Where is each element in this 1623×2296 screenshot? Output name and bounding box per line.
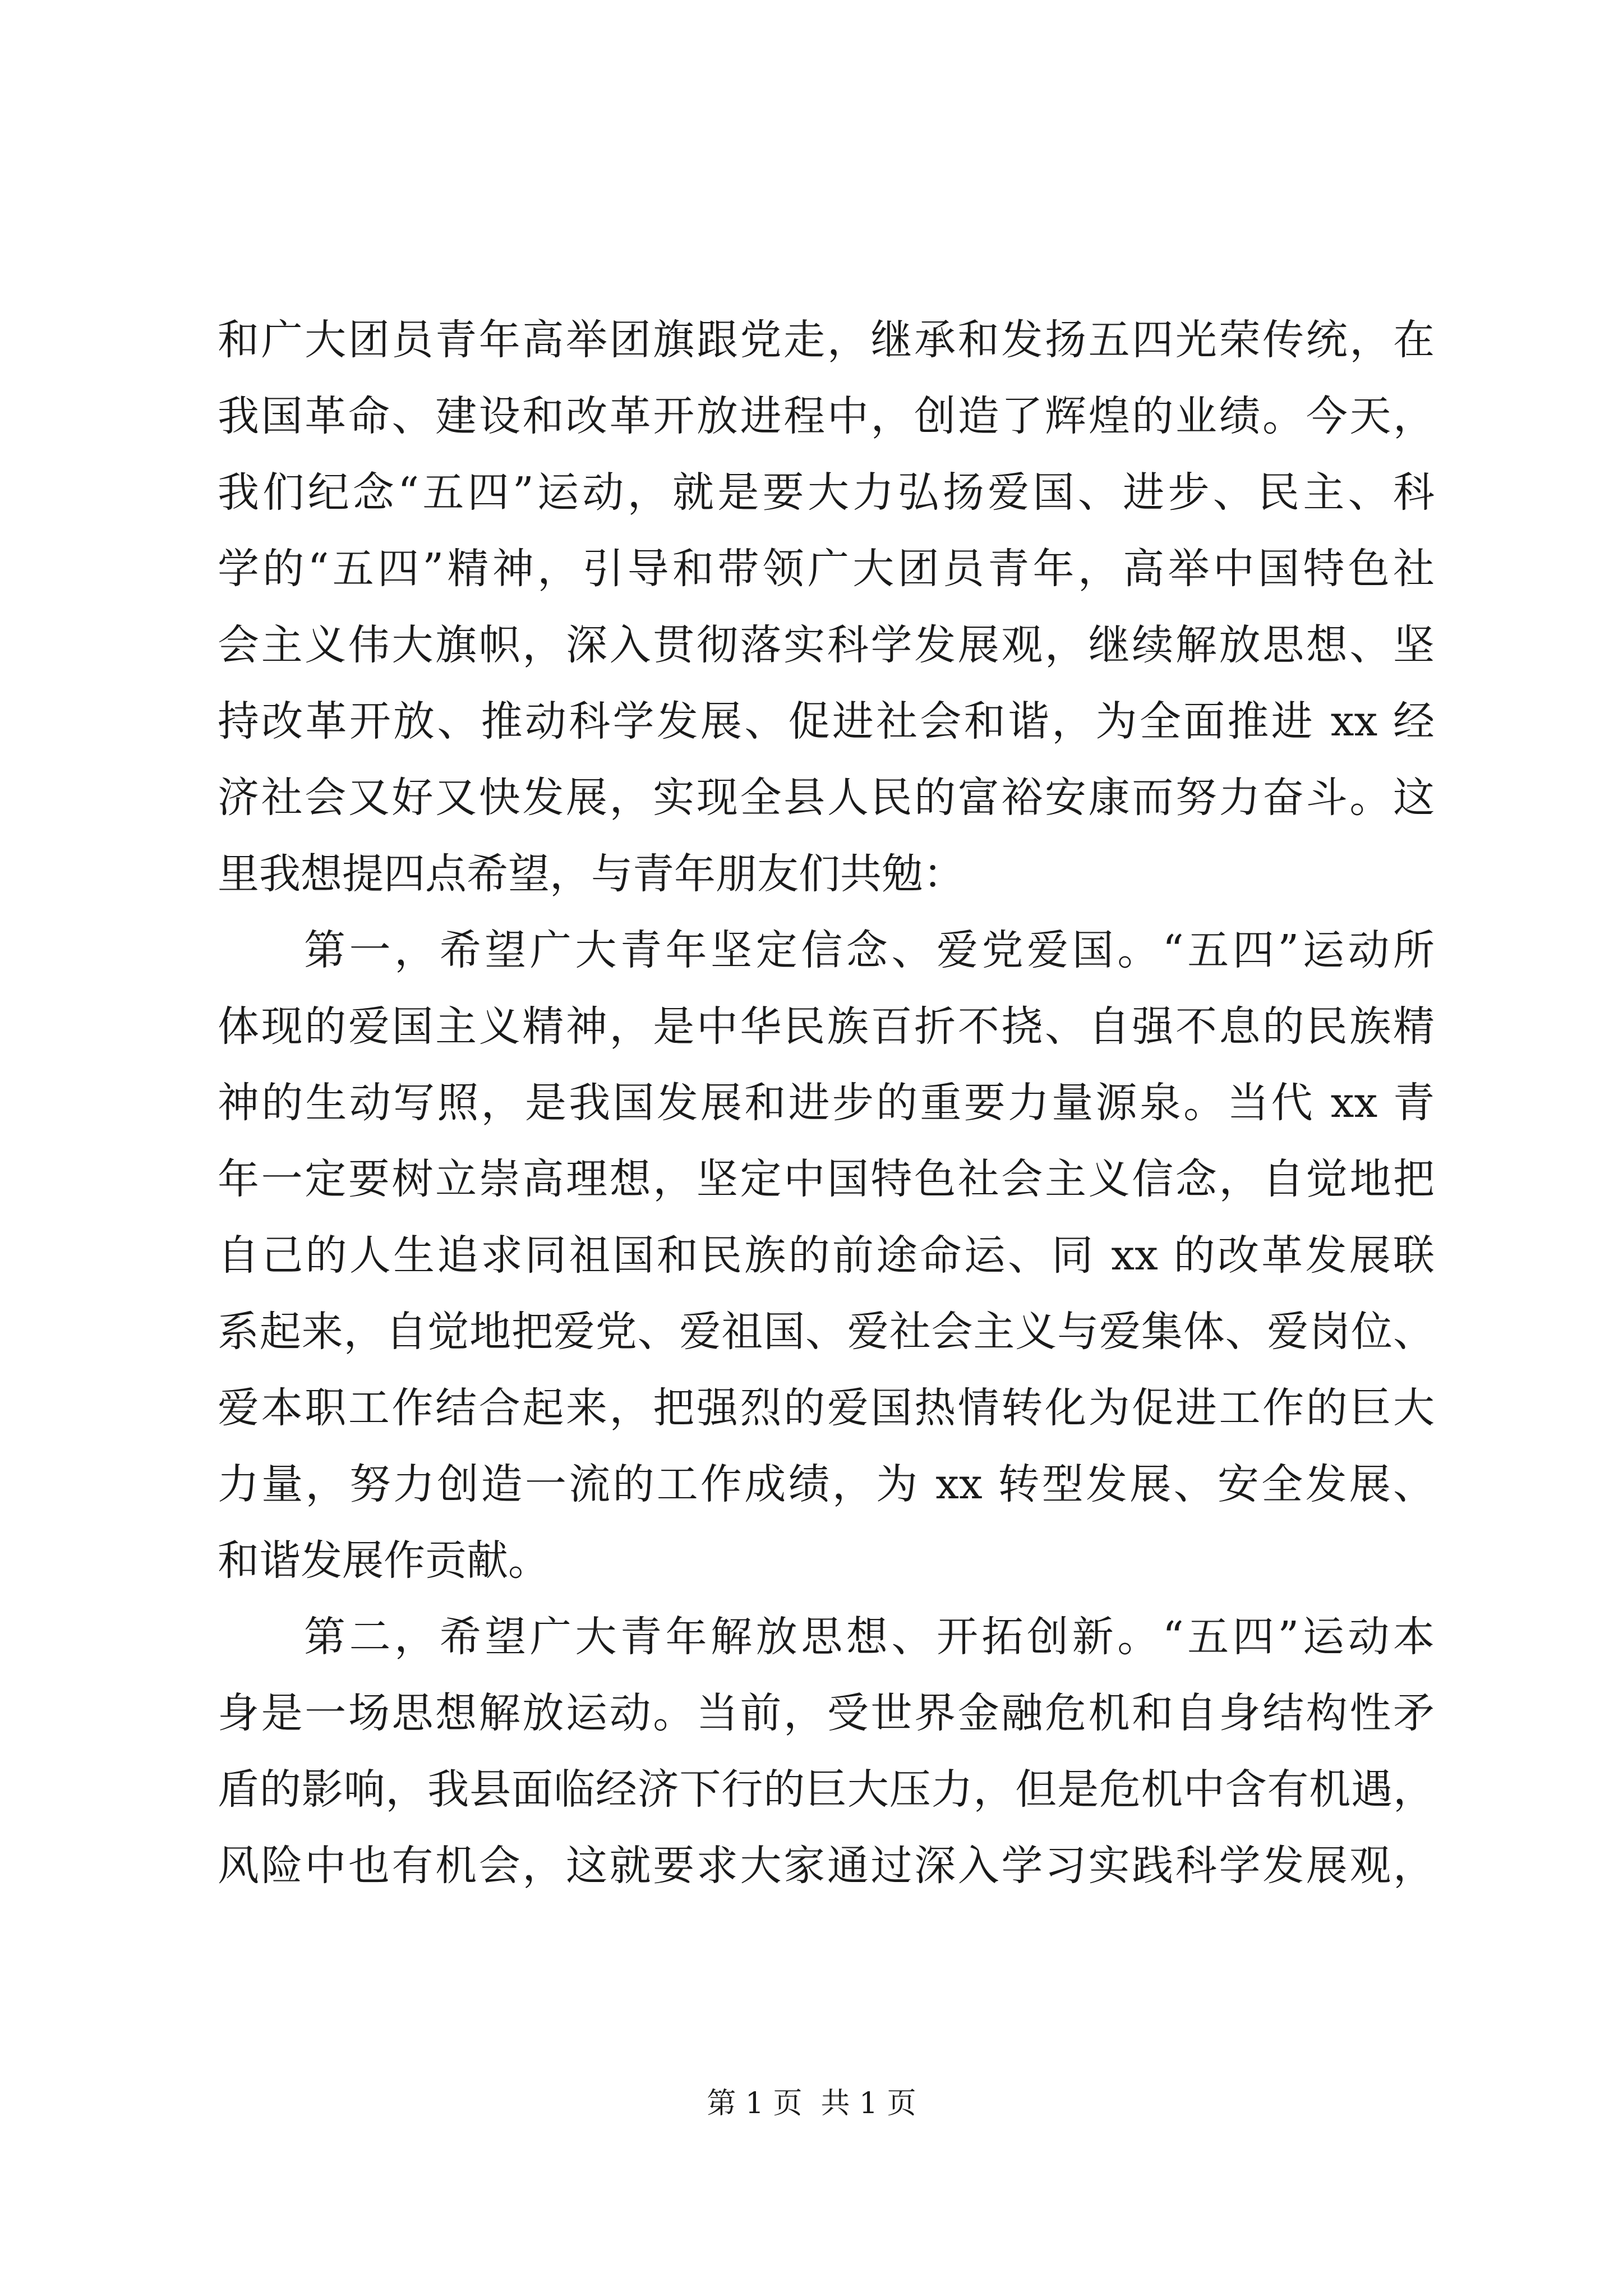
- text-line: 系起来，自觉地把爱党、爱祖国、爱社会主义与爱集体、爱岗位、: [218, 1308, 1435, 1356]
- text-line: 我们纪念“五四”运动，就是要大力弘扬爱国、进步、民主、科: [218, 468, 1435, 517]
- text-line: 会主义伟大旗帜，深入贯彻落实科学发展观，继续解放思想、坚: [218, 621, 1435, 669]
- text-line: 盾的影响，我县面临经济下行的巨大压力，但是危机中含有机遇，: [218, 1765, 1435, 1814]
- text-line: 济社会又好又快发展，实现全县人民的富裕安康而努力奋斗。这: [218, 774, 1435, 822]
- text-line: 力量，努力创造一流的工作成绩，为 xx 转型发展、安全发展、: [218, 1460, 1435, 1508]
- text-line: 持改革开放、推动科学发展、促进社会和谐，为全面推进 xx 经: [218, 697, 1435, 746]
- text-line: 和广大团员青年高举团旗跟党走，继承和发扬五四光荣传统，在: [218, 316, 1435, 364]
- text-line: 爱本职工作结合起来，把强烈的爱国热情转化为促进工作的巨大: [218, 1384, 1435, 1432]
- paragraph-first-line: 第一，希望广大青年坚定信念、爱党爱国。“五四”运动所: [304, 926, 1435, 974]
- text-line: 年一定要树立崇高理想，坚定中国特色社会主义信念，自觉地把: [218, 1155, 1435, 1203]
- text-line: 体现的爱国主义精神，是中华民族百折不挠、自强不息的民族精: [218, 1002, 1435, 1051]
- text-line: 我国革命、建设和改革开放进程中，创造了辉煌的业绩。今天，: [218, 392, 1435, 440]
- paragraph-first-line: 第二，希望广大青年解放思想、开拓创新。“五四”运动本: [304, 1613, 1435, 1661]
- text-line: 风险中也有机会，这就要求大家通过深入学习实践科学发展观，: [218, 1842, 1435, 1890]
- text-line: 自己的人生追求同祖国和民族的前途命运、同 xx 的改革发展联: [218, 1231, 1435, 1280]
- text-line: 里我想提四点希望，与青年朋友们共勉：: [218, 850, 965, 898]
- page-number: 第 1 页 共 1 页: [707, 2087, 916, 2120]
- text-line: 和谐发展作贡献。: [218, 1536, 550, 1585]
- text-line: 学的“五四”精神，引导和带领广大团员青年，高举中国特色社: [218, 545, 1435, 593]
- text-line: 身是一场思想解放运动。当前，受世界金融危机和自身结构性矛: [218, 1689, 1435, 1737]
- document-body: [218, 302, 1435, 1904]
- text-line: 神的生动写照，是我国发展和进步的重要力量源泉。当代 xx 青: [218, 1079, 1435, 1127]
- page-footer: [0, 2087, 1623, 2120]
